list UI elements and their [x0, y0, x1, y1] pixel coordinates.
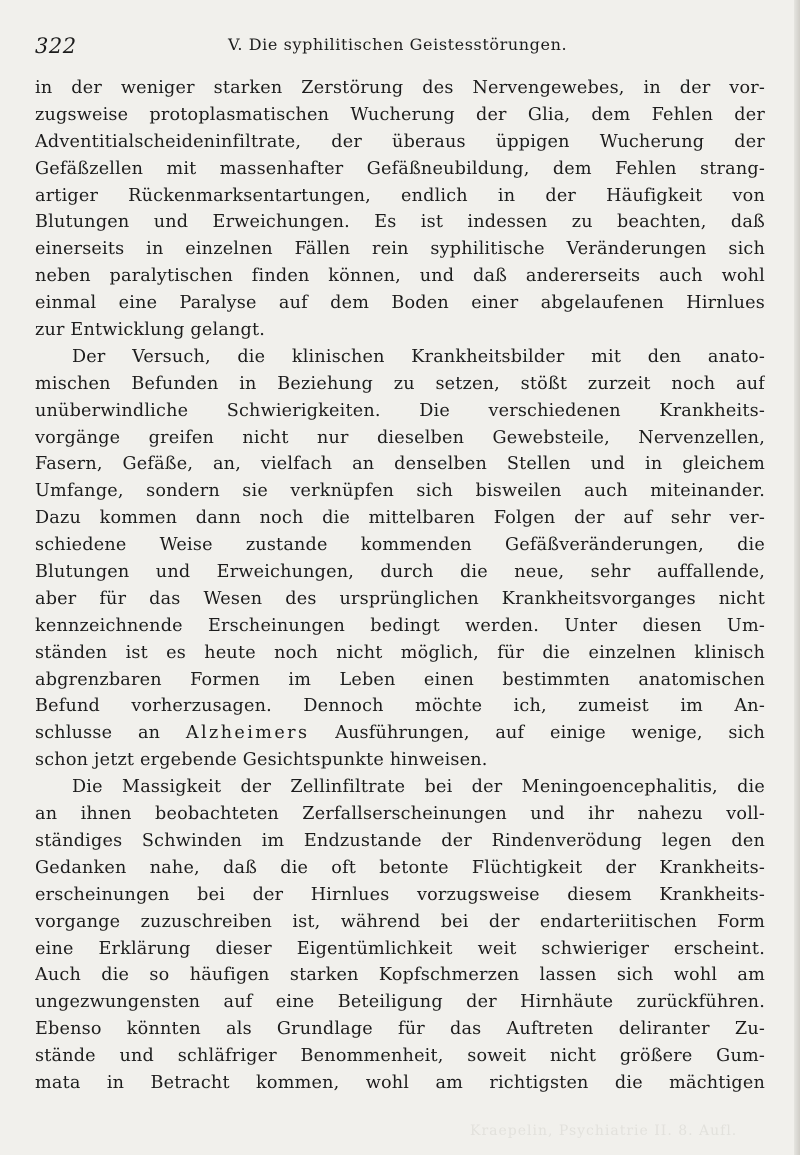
text-line: Die Massigkeit der Zellinfiltrate bei der Meningoencephalitis, die	[72, 777, 765, 798]
text-line: schiedene Weise zustande kommenden Gefäßveränderungen, die	[35, 535, 765, 556]
text-line: mata in Betracht kommen, wohl am richtigsten die mächtigen	[35, 1072, 765, 1093]
text-line: abgrenzbaren Formen im Leben einen bestimmten anatomischen	[35, 669, 765, 690]
text-line: vorgänge greifen nicht nur dieselben Gewebsteile, Nervenzellen,	[35, 427, 765, 448]
text-line: artiger Rückenmarksentartungen, endlich in der Häufigkeit von	[35, 185, 765, 206]
bleed-through-signature: Kraepelin, Psychiatrie II. 8. Aufl.	[470, 1123, 738, 1139]
text-line: Adventitialscheideninfiltrate, der überaus üppigen Wucherung der	[35, 131, 765, 152]
paragraph-3	[35, 774, 765, 1097]
text-line: an ihnen beobachteten Zerfallserscheinungen und ihr nahezu voll-	[35, 804, 765, 825]
page-number: 322	[35, 34, 77, 58]
text-line: Dazu kommen dann noch die mittelbaren Folgen der auf sehr ver-	[35, 508, 765, 529]
text-line: neben paralytischen finden können, und daß andererseits auch wohl	[35, 266, 765, 287]
spaced-author-name: Alzheimers	[185, 723, 310, 744]
text-line: in der weniger starken Zerstörung des Nervengewebes, in der vor-	[35, 78, 765, 98]
text-line-with-spaced-name: schlusse an Alzheimers Ausführungen, auf einige wenige, sich	[35, 723, 765, 744]
text-line: Befund vorherzusagen. Dennoch möchte ich, zumeist im An-	[35, 696, 765, 717]
text-line: Umfange, sondern sie verknüpfen sich bisweilen auch miteinander.	[35, 481, 765, 502]
text-line: einerseits in einzelnen Fällen rein syphilitische Veränderungen sich	[35, 239, 765, 260]
text-line: Auch die so häufigen starken Kopfschmerzen lassen sich wohl am	[35, 965, 765, 986]
text-line: schon jetzt ergebende Gesichtspunkte hinweisen.	[35, 750, 488, 771]
text-line: erscheinungen bei der Hirnlues vorzugsweise diesem Krankheits-	[35, 884, 765, 905]
text-line: Gefäßzellen mit massenhafter Gefäßneubildung, dem Fehlen strang-	[35, 158, 765, 179]
text-line: ständiges Schwinden im Endzustande der Rindenverödung legen den	[35, 830, 765, 851]
text-line: zur Entwicklung gelangt.	[35, 320, 266, 341]
text-line: ständen ist es heute noch nicht möglich, für die einzelnen klinisch	[35, 642, 765, 663]
paragraph-1	[35, 75, 765, 344]
text-line: einmal eine Paralyse auf dem Boden einer abgelaufenen Hirnlues	[35, 293, 765, 314]
text-line: Gedanken nahe, daß die oft betonte Flüchtigkeit der Krankheits-	[35, 857, 765, 878]
text-line: unüberwindliche Schwierigkeiten. Die verschiedenen Krankheits-	[35, 400, 765, 421]
text-line: aber für das Wesen des ursprünglichen Krankheitsvorganges nicht	[35, 588, 765, 609]
text-line: Blutungen und Erweichungen, durch die neue, sehr auffallende,	[35, 562, 765, 583]
page-edge-shadow	[794, 0, 800, 1155]
text-line: Der Versuch, die klinischen Krankheitsbilder mit den anato-	[72, 346, 765, 367]
text-line: Blutungen und Erweichungen. Es ist indessen zu beachten, daß	[35, 212, 765, 233]
text-line: Ebenso könnten als Grundlage für das Auftreten deliranter Zu-	[35, 1019, 765, 1040]
text-line: kennzeichnende Erscheinungen bedingt werden. Unter diesen Um-	[35, 615, 765, 636]
text-line: mischen Befunden in Beziehung zu setzen, stößt zurzeit noch auf	[35, 373, 765, 394]
text-line: vorgange zuzuschreiben ist, während bei der endarteriitischen Form	[35, 911, 765, 932]
page-header	[35, 32, 765, 60]
running-head: V. Die syphilitischen Geistesstörungen.	[228, 35, 568, 54]
paragraph-2	[35, 344, 765, 774]
text-line: stände und schläfriger Benommenheit, soweit nicht größere Gum-	[35, 1046, 765, 1067]
text-line: Fasern, Gefäße, an, vielfach an denselben Stellen und in gleichem	[35, 454, 765, 475]
text-line: ungezwungensten auf eine Beteiligung der Hirnhäute zurückführen.	[35, 992, 765, 1013]
text-line: eine Erklärung dieser Eigentümlichkeit weit schwieriger erscheint.	[35, 938, 765, 959]
page-body	[35, 75, 765, 1097]
text-line: zugsweise protoplasmatischen Wucherung der Glia, dem Fehlen der	[35, 104, 765, 125]
